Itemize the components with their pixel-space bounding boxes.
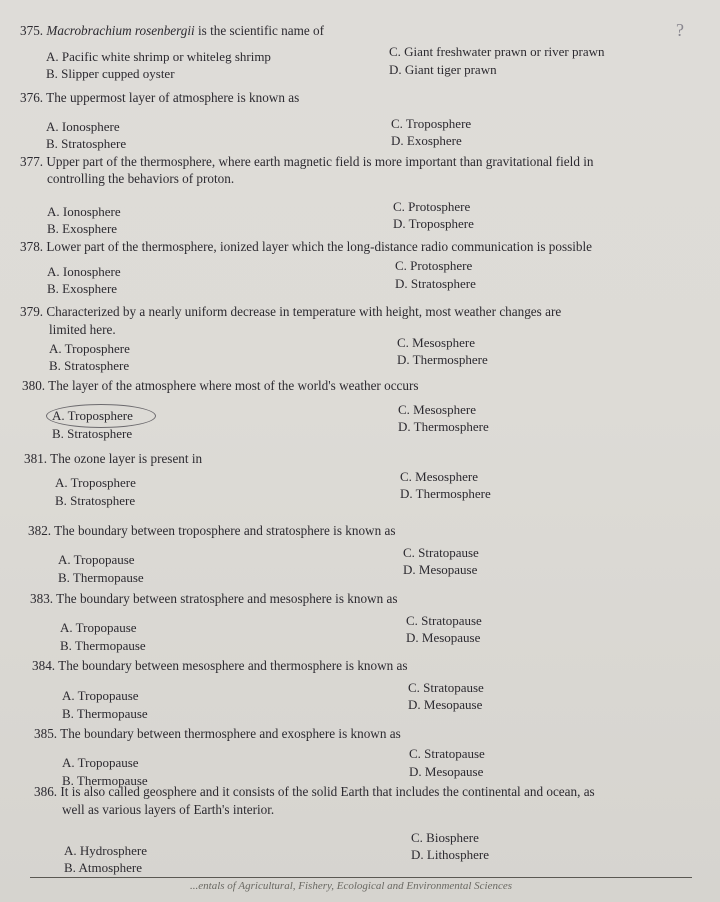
option-d: D. Giant tiger prawn: [389, 62, 497, 77]
stem-text-line1: Upper part of the thermosphere, where earth magnetic field is more important than gravitational field in: [46, 154, 594, 169]
option-c: C. Stratopause: [409, 746, 485, 761]
question-number: 382.: [28, 523, 52, 538]
option-a: A. Troposphere: [52, 408, 133, 423]
stem-text-line1: It is also called geosphere and it consists of the solid Earth that includes the continental and ocean, as: [60, 784, 595, 799]
footer-rule: [30, 877, 692, 878]
question-number: 384.: [32, 658, 56, 673]
question-number: 375.: [20, 23, 44, 38]
question-stem: [20, 22, 324, 39]
question-stem: [20, 153, 593, 170]
question-stem: [20, 303, 561, 320]
option-d: D. Lithosphere: [411, 847, 489, 862]
question-number: 381.: [24, 451, 48, 466]
option-c: C. Mesosphere: [400, 469, 478, 484]
question-number: 378.: [20, 239, 44, 254]
question-stem: [32, 657, 408, 674]
option-d: D. Mesopause: [409, 764, 484, 779]
option-a: A. Hydrosphere: [64, 843, 148, 858]
question-stem: [24, 450, 202, 467]
option-b: B. Exosphere: [47, 281, 118, 296]
option-b: B. Thermopause: [58, 570, 144, 585]
question-number: 386.: [34, 784, 58, 799]
stem-text-line2: well as various layers of Earth's interior.: [62, 802, 275, 817]
option-a: A. Tropopause: [62, 755, 139, 770]
option-c: C. Stratopause: [406, 613, 482, 628]
option-a: A. Ionosphere: [46, 119, 120, 134]
stem-text: The boundary between mesosphere and thermosphere is known as: [58, 658, 408, 673]
option-c: C. Troposphere: [391, 116, 472, 131]
stem-text: The boundary between thermosphere and exosphere is known as: [60, 726, 401, 741]
option-d: D. Mesopause: [403, 562, 478, 577]
question-stem: [20, 238, 592, 255]
option-d: D. Mesopause: [408, 697, 483, 712]
scientific-name: Macrobrachium rosenbergii: [46, 23, 195, 38]
question-number: 385.: [34, 726, 58, 741]
option-b: B. Stratosphere: [55, 493, 136, 508]
option-b: B. Slipper cupped oyster: [46, 66, 175, 81]
stem-text: is the scientific name of: [194, 23, 324, 38]
stem-text: The boundary between stratosphere and mesosphere is known as: [56, 591, 398, 606]
question-stem: [28, 522, 395, 539]
option-b: B. Thermopause: [60, 638, 146, 653]
option-d: D. Thermosphere: [398, 419, 489, 434]
option-a: A. Tropopause: [60, 620, 137, 635]
footer-text: ...entals of Agricultural, Fishery, Ecological and Environmental Sciences: [190, 880, 513, 892]
option-c: C. Mesosphere: [397, 335, 475, 350]
stem-text-line2: controlling the behaviors of proton.: [47, 171, 235, 186]
option-b: B. Stratosphere: [46, 136, 127, 151]
stem-text: The uppermost layer of atmosphere is known as: [46, 90, 300, 105]
option-a: A. Ionosphere: [47, 204, 121, 219]
question-number: 376.: [20, 90, 44, 105]
question-number: 379.: [20, 304, 44, 319]
option-b: B. Atmosphere: [64, 860, 142, 875]
stem-text: The ozone layer is present in: [50, 451, 203, 466]
option-a: A. Tropopause: [62, 688, 139, 703]
option-b: B. Stratosphere: [49, 358, 130, 373]
stem-text: The boundary between troposphere and stratosphere is known as: [54, 523, 396, 538]
question-number: 377.: [20, 154, 44, 169]
option-a: A. Troposphere: [49, 341, 130, 356]
option-b: B. Thermopause: [62, 706, 148, 721]
stem-text: The layer of the atmosphere where most of the world's weather occurs: [48, 378, 419, 393]
option-c: C. Stratopause: [408, 680, 484, 695]
option-c: C. Giant freshwater prawn or river prawn: [389, 44, 605, 59]
option-a: A. Troposphere: [55, 475, 136, 490]
question-stem: [30, 590, 397, 607]
option-d: D. Thermosphere: [397, 352, 488, 367]
option-c: C. Protosphere: [393, 199, 471, 214]
option-c: C. Biosphere: [411, 830, 479, 845]
option-d: D. Exosphere: [391, 133, 462, 148]
option-b: B. Stratosphere: [52, 426, 133, 441]
question-stem: [34, 725, 401, 742]
option-c: C. Protosphere: [395, 258, 473, 273]
option-a: A. Ionosphere: [47, 264, 121, 279]
stem-text-line2: limited here.: [49, 322, 116, 337]
option-b: B. Exosphere: [47, 221, 118, 236]
option-c: C. Mesosphere: [398, 402, 476, 417]
option-b: B. Thermopause: [62, 773, 148, 788]
handwritten-question-mark: ?: [676, 20, 684, 40]
option-c: C. Stratopause: [403, 545, 479, 560]
option-a: A. Tropopause: [58, 552, 135, 567]
question-stem: [20, 89, 299, 106]
option-d: D. Stratosphere: [395, 276, 476, 291]
option-d: D. Mesopause: [406, 630, 481, 645]
stem-text-line1: Characterized by a nearly uniform decrease in temperature with height, most weather changes are: [46, 304, 562, 319]
option-a: A. Pacific white shrimp or whiteleg shrimp: [46, 49, 271, 64]
question-number: 380.: [22, 378, 46, 393]
question-number: 383.: [30, 591, 54, 606]
question-stem: [34, 783, 595, 800]
option-d: D. Thermosphere: [400, 486, 491, 501]
option-d: D. Troposphere: [393, 216, 474, 231]
stem-text: Lower part of the thermosphere, ionized layer which the long-distance radio communication is possible: [46, 239, 593, 254]
question-stem: [22, 377, 419, 394]
